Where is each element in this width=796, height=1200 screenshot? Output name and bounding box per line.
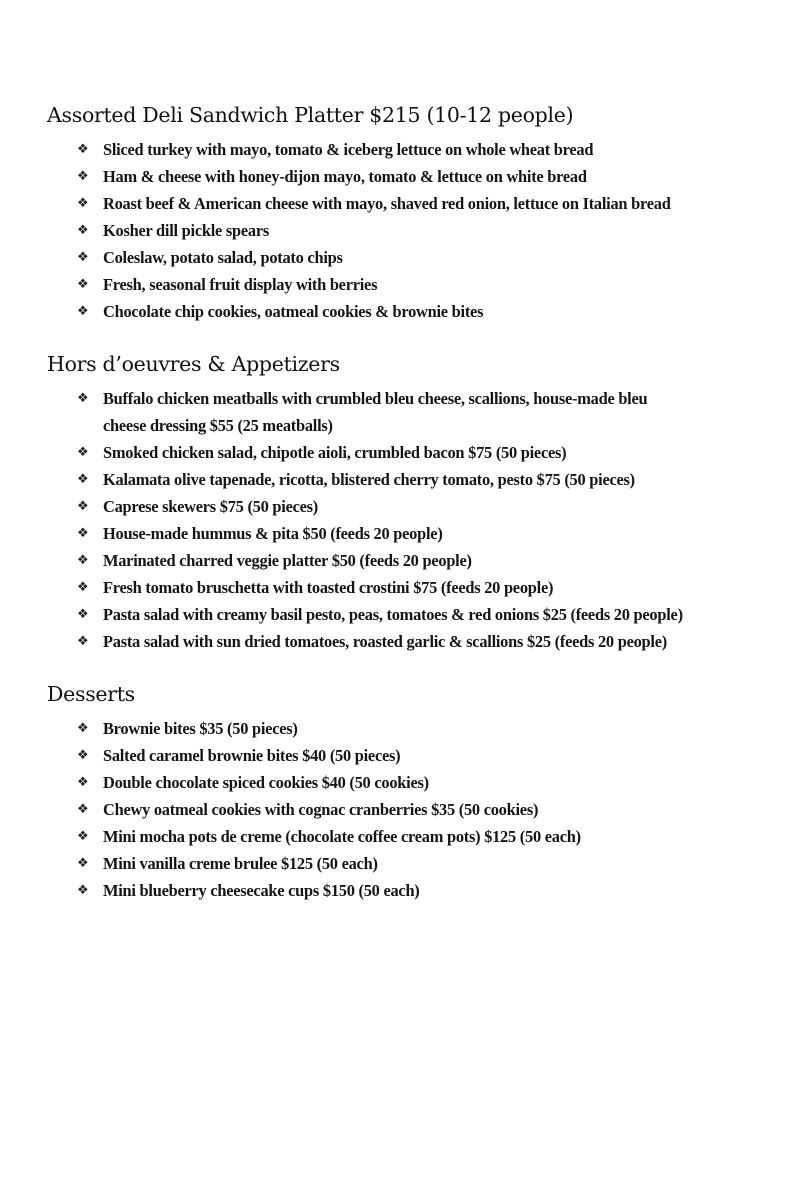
list-item [77,385,767,439]
item-text: Salted caramel brownie bites $40 (50 pieces) [103,746,401,765]
item-text: Roast beef & American cheese with mayo, shaved red onion, lettuce on Italian bread [103,194,671,213]
list-item [77,298,767,325]
diamond-bullet-icon: ❖ [77,634,89,649]
diamond-bullet-icon: ❖ [77,304,89,319]
section-title: Hors d’oeuvres & Appetizers [47,352,340,376]
item-text: Smoked chicken salad, chipotle aioli, crumbled bacon $75 (50 pieces) [103,443,567,462]
section-deli-platter [47,100,767,325]
diamond-bullet-icon: ❖ [77,250,89,265]
list-item [77,493,767,520]
list-item [77,601,767,628]
menu-document [47,100,767,928]
diamond-bullet-icon: ❖ [77,472,89,487]
item-list [47,715,767,904]
item-text: Kosher dill pickle spears [103,221,270,240]
section-desserts [47,679,767,904]
diamond-bullet-icon: ❖ [77,802,89,817]
diamond-bullet-icon: ❖ [77,856,89,871]
item-list [47,385,767,655]
diamond-bullet-icon: ❖ [77,553,89,568]
list-item [77,850,767,877]
list-item [77,217,767,244]
diamond-bullet-icon: ❖ [77,169,89,184]
list-item [77,190,767,217]
item-text: Fresh tomato bruschetta with toasted crostini $75 (feeds 20 people) [103,578,554,597]
diamond-bullet-icon: ❖ [77,391,89,406]
item-text: Pasta salad with sun dried tomatoes, roasted garlic & scallions $25 (feeds 20 people) [103,632,667,651]
section-hors-doeuvres [47,349,767,655]
item-text: Sliced turkey with mayo, tomato & iceberg lettuce on whole wheat bread [103,140,594,159]
list-item [77,163,767,190]
item-text: Mini blueberry cheesecake cups $150 (50 each) [103,881,420,900]
diamond-bullet-icon: ❖ [77,526,89,541]
diamond-bullet-icon: ❖ [77,277,89,292]
list-item [77,628,767,655]
list-item [77,823,767,850]
diamond-bullet-icon: ❖ [77,445,89,460]
diamond-bullet-icon: ❖ [77,829,89,844]
item-text: Brownie bites $35 (50 pieces) [103,719,298,738]
list-item [77,271,767,298]
item-text: Marinated charred veggie platter $50 (feeds 20 people) [103,551,472,570]
diamond-bullet-icon: ❖ [77,580,89,595]
item-text: Caprese skewers $75 (50 pieces) [103,497,318,516]
section-title: Desserts [47,682,135,706]
item-text: Pasta salad with creamy basil pesto, peas, tomatoes & red onions $25 (feeds 20 people) [103,605,683,624]
item-list [47,136,767,325]
item-text: Double chocolate spiced cookies $40 (50 cookies) [103,773,429,792]
list-item [77,439,767,466]
item-text: Mini mocha pots de creme (chocolate coffee cream pots) $125 (50 each) [103,827,581,846]
list-item [77,136,767,163]
item-text: Mini vanilla creme brulee $125 (50 each) [103,854,378,873]
list-item [77,796,767,823]
section-title: Assorted Deli Sandwich Platter $215 (10-12 people) [47,103,574,127]
list-item [77,520,767,547]
item-text: Kalamata olive tapenade, ricotta, blistered cherry tomato, pesto $75 (50 pieces) [103,470,635,489]
diamond-bullet-icon: ❖ [77,196,89,211]
diamond-bullet-icon: ❖ [77,748,89,763]
diamond-bullet-icon: ❖ [77,721,89,736]
item-text: Chewy oatmeal cookies with cognac cranberries $35 (50 cookies) [103,800,539,819]
item-text: Buffalo chicken meatballs with crumbled bleu cheese, scallions, house-made bleu cheese dressing $55 (25 meatballs) [103,389,648,435]
item-text: Coleslaw, potato salad, potato chips [103,248,343,267]
item-text: Ham & cheese with honey-dijon mayo, tomato & lettuce on white bread [103,167,587,186]
list-item [77,244,767,271]
list-item [77,877,767,904]
item-text: Fresh, seasonal fruit display with berries [103,275,378,294]
item-text: Chocolate chip cookies, oatmeal cookies & brownie bites [103,302,484,321]
diamond-bullet-icon: ❖ [77,142,89,157]
diamond-bullet-icon: ❖ [77,883,89,898]
list-item [77,769,767,796]
diamond-bullet-icon: ❖ [77,607,89,622]
diamond-bullet-icon: ❖ [77,775,89,790]
list-item [77,547,767,574]
list-item [77,466,767,493]
list-item [77,574,767,601]
list-item [77,742,767,769]
diamond-bullet-icon: ❖ [77,223,89,238]
list-item [77,715,767,742]
item-text: House-made hummus & pita $50 (feeds 20 people) [103,524,443,543]
diamond-bullet-icon: ❖ [77,499,89,514]
